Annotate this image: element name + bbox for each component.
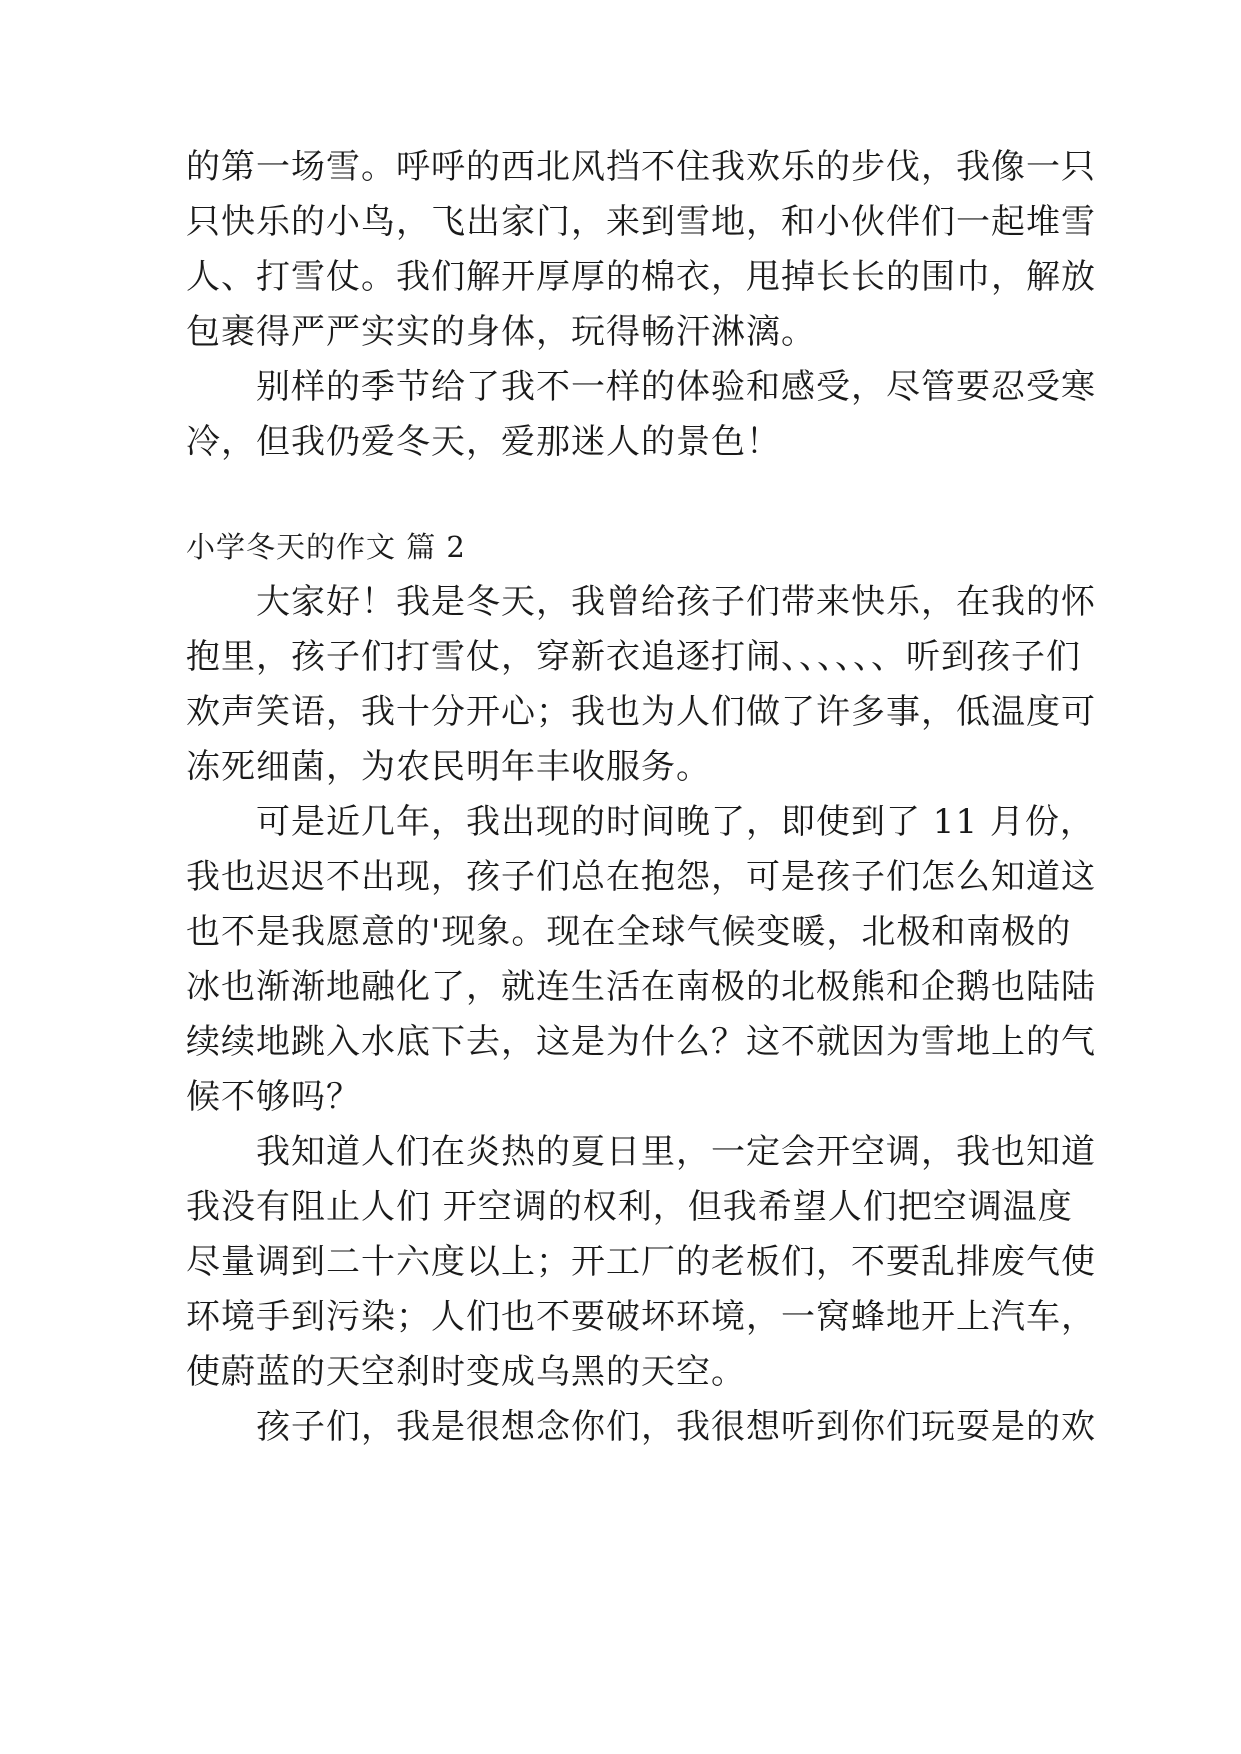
paragraph-line: 我也迟迟不出现，孩子们总在抱怨，可是孩子们怎么知道这 xyxy=(186,857,1096,897)
paragraph-line: 孩子们，我是很想念你们，我很想听到你们玩耍是的欢 xyxy=(256,1407,1096,1447)
section-title: 小学冬天的作文 篇 2 xyxy=(186,530,466,564)
paragraph-line: 使蔚蓝的天空刹时变成乌黑的天空。 xyxy=(186,1352,746,1392)
paragraph-line: 也不是我愿意的'现象。现在全球气候变暖，北极和南极的 xyxy=(186,912,1072,952)
paragraph-line: 别样的季节给了我不一样的体验和感受，尽管要忍受寒 xyxy=(256,367,1096,407)
paragraph-line: 冰也渐渐地融化了，就连生活在南极的北极熊和企鹅也陆陆 xyxy=(186,967,1096,1007)
paragraph-line: 冻死细菌，为农民明年丰收服务。 xyxy=(186,747,711,787)
paragraph-line: 冷，但我仍爱冬天，爱那迷人的景色！ xyxy=(186,422,781,462)
paragraph-line: 我知道人们在炎热的夏日里，一定会开空调，我也知道 xyxy=(256,1132,1096,1172)
paragraph-line: 尽量调到二十六度以上；开工厂的老板们，不要乱排废气使 xyxy=(186,1242,1096,1282)
paragraph-line: 欢声笑语，我十分开心；我也为人们做了许多事，低温度可 xyxy=(186,692,1096,732)
paragraph-line: 候不够吗？ xyxy=(186,1077,361,1117)
paragraph-line: 我没有阻止人们 开空调的权利，但我希望人们把空调温度 xyxy=(186,1187,1073,1227)
paragraph-line: 只快乐的小鸟，飞出家门，来到雪地，和小伙伴们一起堆雪 xyxy=(186,202,1096,242)
paragraph-line: 环境手到污染；人们也不要破坏环境，一窝蜂地开上汽车， xyxy=(186,1297,1096,1337)
paragraph-line: 续续地跳入水底下去，这是为什么？这不就因为雪地上的气 xyxy=(186,1022,1096,1062)
paragraph-line: 人、打雪仗。我们解开厚厚的棉衣，甩掉长长的围巾，解放 xyxy=(186,257,1096,297)
paragraph-line: 大家好！我是冬天，我曾给孩子们带来快乐，在我的怀 xyxy=(256,582,1096,622)
paragraph-line: 包裹得严严实实的身体，玩得畅汗淋漓。 xyxy=(186,312,816,352)
paragraph-line: 的第一场雪。呼呼的西北风挡不住我欢乐的步伐，我像一只 xyxy=(186,147,1096,187)
paragraph-line: 可是近几年，我出现的时间晚了，即使到了 11 月份， xyxy=(256,802,1095,842)
paragraph-line: 抱里，孩子们打雪仗，穿新衣追逐打闹、、、、、、听到孩子们 xyxy=(186,637,1081,677)
